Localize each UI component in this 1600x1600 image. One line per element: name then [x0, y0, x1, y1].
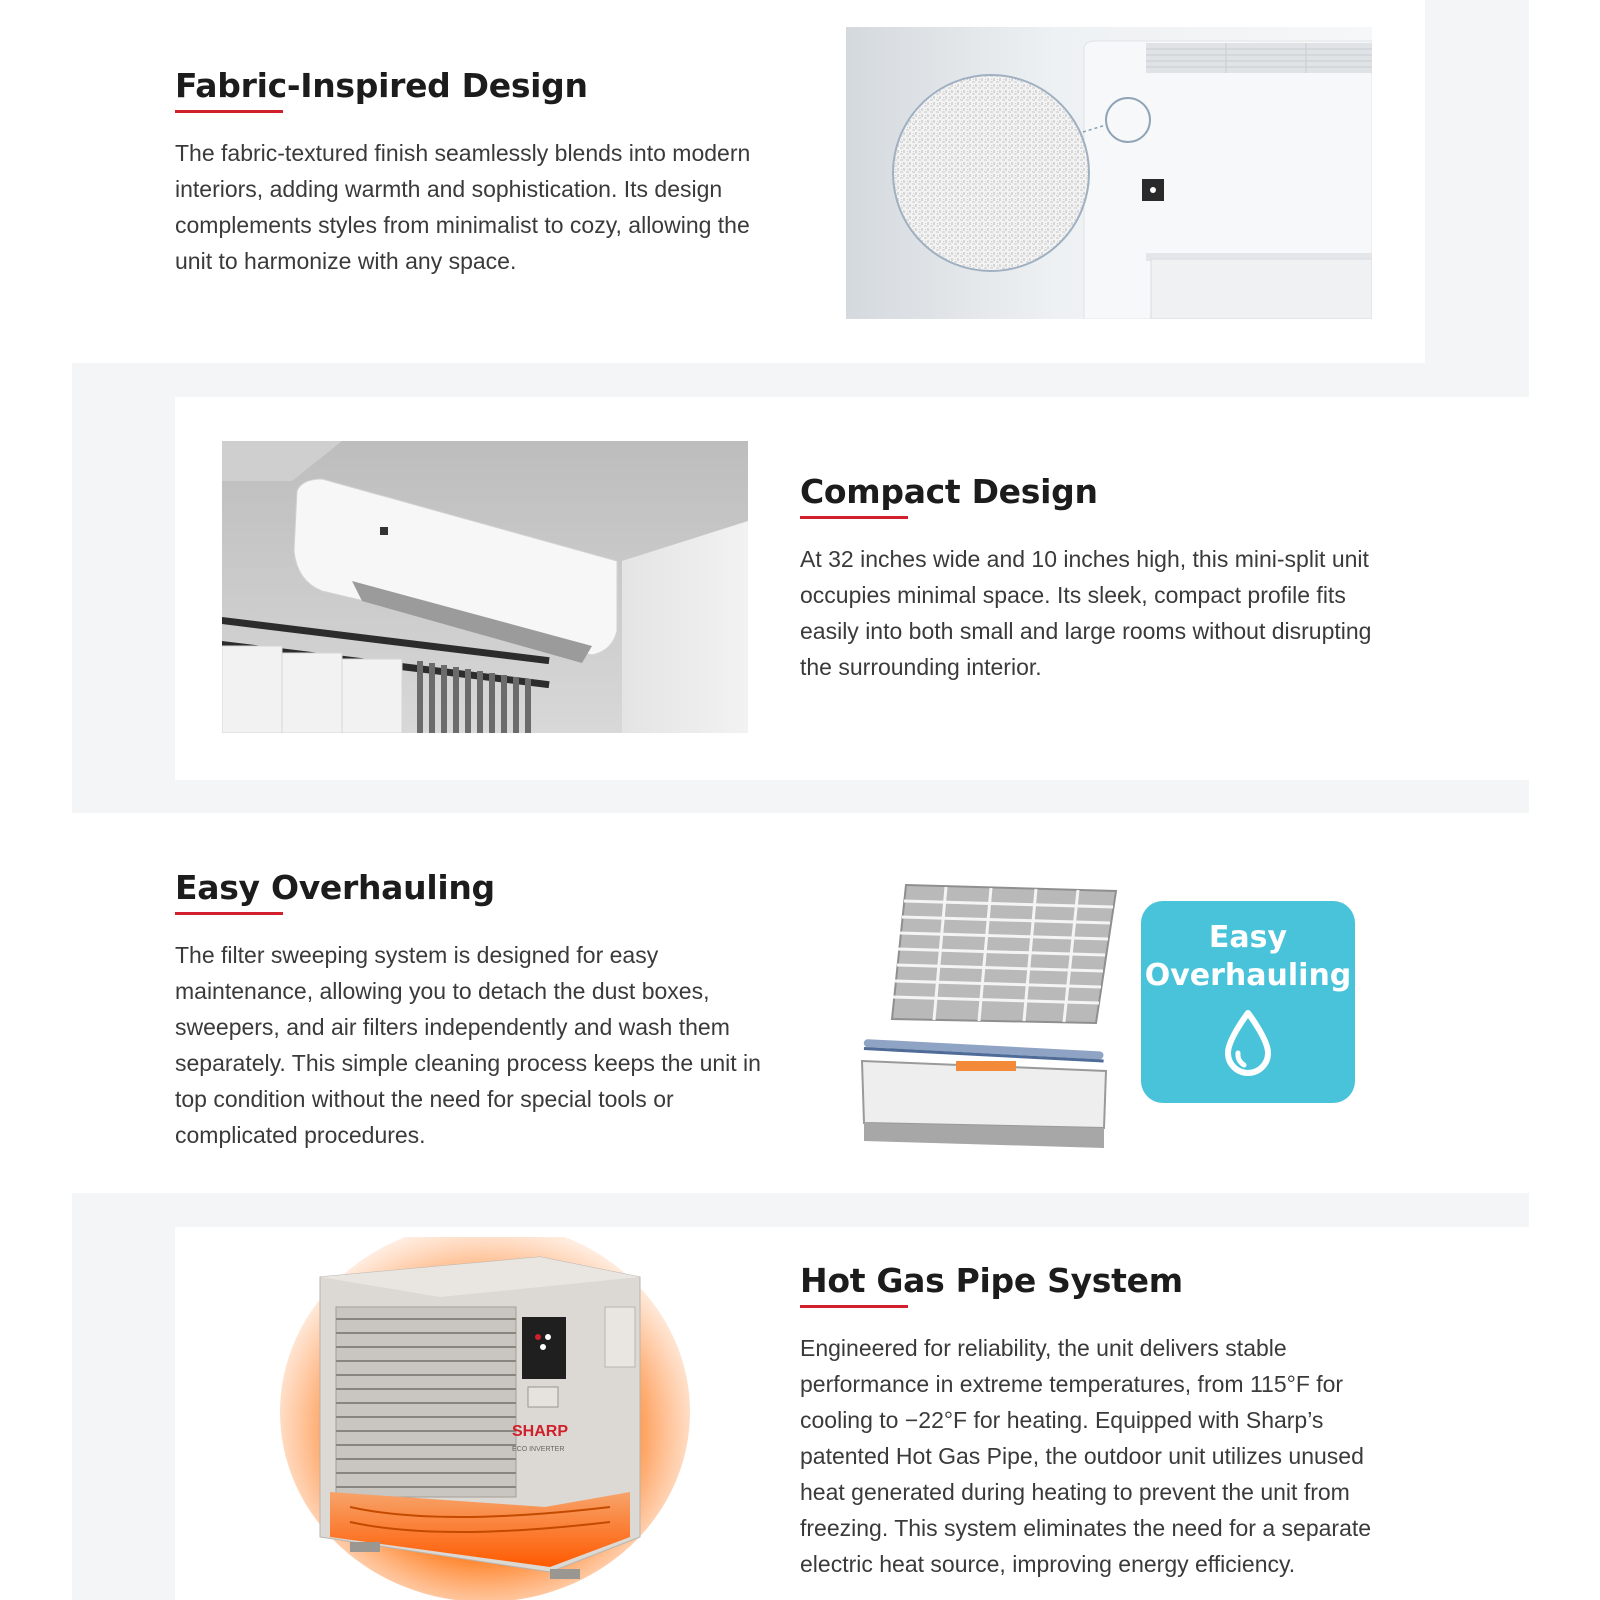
title-underline: [800, 1305, 908, 1308]
title-underline: [175, 110, 283, 113]
fabric-texture-image: [846, 27, 1372, 319]
easy-overhauling-badge: [1141, 901, 1355, 1103]
section-description: The fabric-textured finish seamlessly blends into modern interiors, adding warmth and sophistication. Its design complements styles from minimalist to cozy, allowing the unit to harmonize with any space.: [175, 140, 751, 274]
section-title: Compact Design: [800, 472, 1098, 511]
brand-text: SHARP: [512, 1423, 569, 1440]
section-description: The filter sweeping system is designed for easy maintenance, allowing you to detach the dust boxes, sweepers, and air filters independently and wash them separately. This simple cleaning process keeps the unit in top condition without the need for special tools or complicated procedures.: [175, 942, 761, 1148]
badge-line-2: Overhauling: [1144, 958, 1352, 993]
logo-icon: [380, 527, 388, 535]
title-underline: [175, 912, 283, 915]
title-underline: [800, 516, 908, 519]
section-description: Engineered for reliability, the unit delivers stable performance in extreme temperatures, from 115°F for cooling to −22°F for heating. Equipped with Sharp’s patented Hot Gas Pipe, the outdoor unit utilizes unused heat generated during heating to prevent the unit from freezing. This system eliminates the need for a separate electric heat source, improving energy efficiency.: [800, 1335, 1372, 1577]
section-title: Fabric-Inspired Design: [175, 66, 588, 105]
wall-unit-image: [222, 441, 748, 733]
outdoor-unit-image: [280, 1237, 700, 1600]
section-description: At 32 inches wide and 10 inches high, this mini-split unit occupies minimal space. Its sleek, compact profile fits easily into both small and large rooms without disrupting the surrounding interior.: [800, 546, 1372, 680]
subbrand-text: ECO INVERTER: [512, 1446, 565, 1453]
fabric-section: [0, 0, 1425, 363]
water-drop-icon: [1222, 1009, 1274, 1077]
section-band-top: [1425, 0, 1529, 396]
filter-parts-image: [856, 883, 1121, 1153]
section-title: Easy Overhauling: [175, 868, 495, 907]
hotgas-section: [175, 1227, 1529, 1600]
compact-section: [175, 397, 1529, 780]
badge-line-1: Easy: [1208, 920, 1288, 955]
overhaul-section: [0, 813, 1425, 1193]
section-title: Hot Gas Pipe System: [800, 1261, 1183, 1300]
